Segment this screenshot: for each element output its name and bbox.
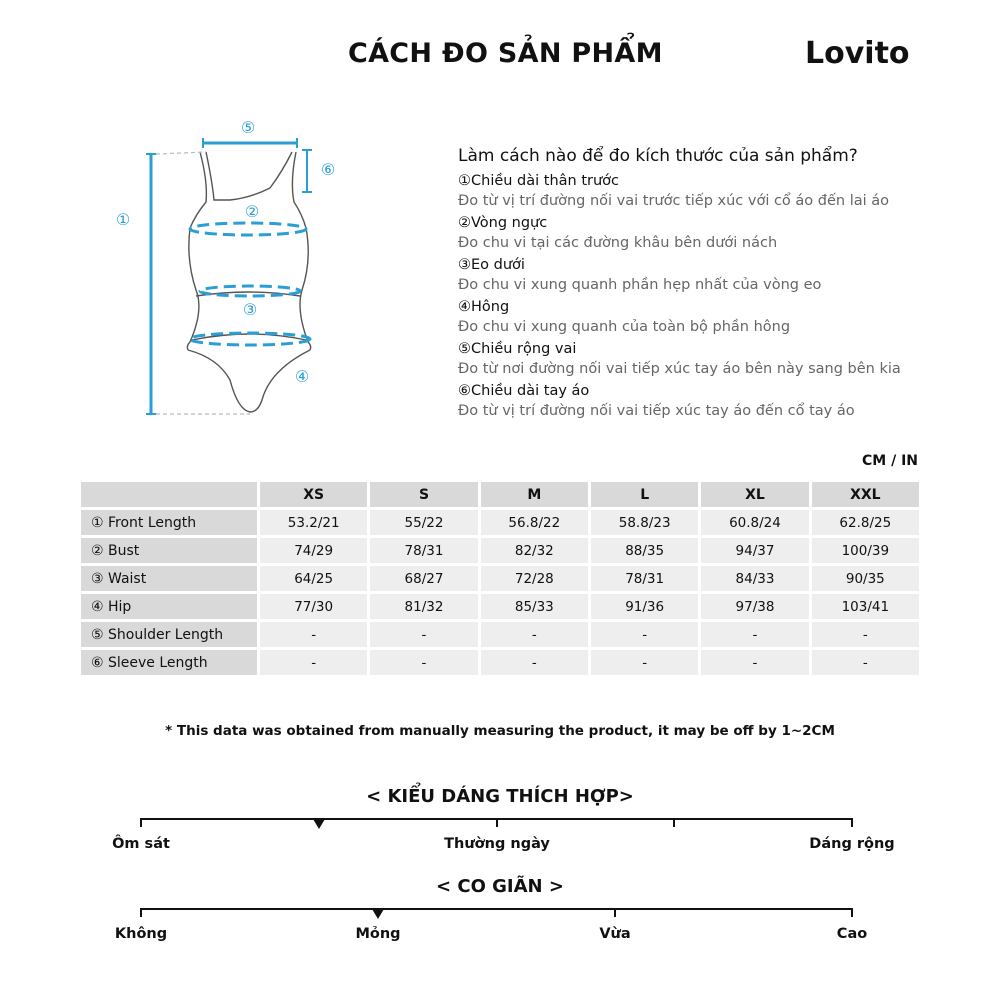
measurement-note: * This data was obtained from manually measuring the product, it may be off by 1~2CM xyxy=(165,723,835,739)
guide-item xyxy=(458,256,978,295)
stretch-scale-label: Không xyxy=(114,926,168,942)
table-row xyxy=(81,538,919,563)
fit-scale-title: < KIỂU DÁNG THÍCH HỢP> xyxy=(366,786,634,807)
marker-front-length: ① xyxy=(115,210,131,229)
stretch-scale-tick xyxy=(851,908,853,917)
stretch-scale-line xyxy=(141,908,852,910)
guide-item-desc: Đo từ nơi đường nối vai tiếp xúc tay áo bên này sang bên kia xyxy=(458,361,901,377)
table-cell: 77/30 xyxy=(260,594,367,619)
table-cell: 82/32 xyxy=(481,538,588,563)
table-row xyxy=(81,566,919,591)
table-cell: - xyxy=(260,622,367,647)
size-header: XS xyxy=(260,482,367,507)
table-cell: 78/31 xyxy=(591,566,698,591)
brand-logo: Lovito xyxy=(805,36,910,71)
table-cell: 90/35 xyxy=(812,566,919,591)
table-cell: - xyxy=(812,622,919,647)
table-cell: 88/35 xyxy=(591,538,698,563)
table-cell: 100/39 xyxy=(812,538,919,563)
guide-question: Làm cách nào để đo kích thước của sản phẩm? xyxy=(458,146,858,166)
guide-item-desc: Đo chu vi xung quanh của toàn bộ phần hông xyxy=(458,319,791,335)
table-cell: - xyxy=(701,622,808,647)
fit-scale-marker xyxy=(313,819,325,829)
table-cell: - xyxy=(481,650,588,675)
table-cell: 58.8/23 xyxy=(591,510,698,535)
guide-item-desc: Đo chu vi tại các đường khâu bên dưới nách xyxy=(458,235,778,251)
size-header: M xyxy=(481,482,588,507)
table-cell: - xyxy=(701,650,808,675)
table-cell: - xyxy=(591,622,698,647)
table-cell: - xyxy=(481,622,588,647)
fit-scale-tick xyxy=(851,818,853,827)
swimsuit-diagram xyxy=(100,110,360,430)
row-label: ① Front Length xyxy=(81,510,257,535)
table-cell: 72/28 xyxy=(481,566,588,591)
table-cell: 74/29 xyxy=(260,538,367,563)
hip-line xyxy=(190,333,310,345)
table-cell: 62.8/25 xyxy=(812,510,919,535)
table-cell: 91/36 xyxy=(591,594,698,619)
measurement-lines xyxy=(146,138,312,414)
table-cell: 53.2/21 xyxy=(260,510,367,535)
guide-item xyxy=(458,382,978,421)
table-cell: 56.8/22 xyxy=(481,510,588,535)
table-cell: - xyxy=(370,650,477,675)
table-cell: 68/27 xyxy=(370,566,477,591)
guide-item-desc: Đo chu vi xung quanh phần hẹp nhất của vòng eo xyxy=(458,277,822,293)
size-header: L xyxy=(591,482,698,507)
fit-scale-tick xyxy=(496,818,498,827)
size-table xyxy=(78,479,922,678)
guide-item xyxy=(458,214,978,253)
guide-item xyxy=(458,298,978,337)
stretch-scale-label: Vừa xyxy=(599,926,631,942)
guide-item-desc: Đo từ vị trí đường nối vai tiếp xúc tay áo đến cổ tay áo xyxy=(458,403,855,419)
marker-hip: ④ xyxy=(294,367,310,386)
table-corner xyxy=(81,482,257,507)
table-row xyxy=(81,622,919,647)
swimsuit-outline xyxy=(187,152,310,412)
table-cell: 103/41 xyxy=(812,594,919,619)
table-cell: - xyxy=(370,622,477,647)
stretch-scale-marker xyxy=(372,909,384,919)
size-header: XL xyxy=(701,482,808,507)
guide-item xyxy=(458,172,978,211)
marker-waist: ③ xyxy=(242,300,258,319)
table-cell: 55/22 xyxy=(370,510,477,535)
guide-item-desc: Đo từ vị trí đường nối vai trước tiếp xúc với cổ áo đến lai áo xyxy=(458,193,890,209)
table-cell: 85/33 xyxy=(481,594,588,619)
guide-item-title: ⑥Chiều dài tay áo xyxy=(458,383,590,399)
table-cell: 60.8/24 xyxy=(701,510,808,535)
table-cell: 84/33 xyxy=(701,566,808,591)
row-label: ② Bust xyxy=(81,538,257,563)
table-cell: - xyxy=(812,650,919,675)
table-header-row xyxy=(81,482,919,507)
table-cell: - xyxy=(591,650,698,675)
fit-scale-tick xyxy=(673,818,675,827)
table-row xyxy=(81,510,919,535)
guide-item-title: ⑤Chiều rộng vai xyxy=(458,341,577,357)
stretch-scale-label: Mỏng xyxy=(355,926,401,942)
table-cell: 78/31 xyxy=(370,538,477,563)
marker-sleeve: ⑥ xyxy=(320,160,336,179)
page-title: CÁCH ĐO SẢN PHẨM xyxy=(348,38,663,69)
table-cell: - xyxy=(260,650,367,675)
table-row xyxy=(81,650,919,675)
guide-item-title: ②Vòng ngực xyxy=(458,215,548,231)
row-label: ④ Hip xyxy=(81,594,257,619)
guide-item-title: ④Hông xyxy=(458,299,510,315)
row-label: ⑥ Sleeve Length xyxy=(81,650,257,675)
stretch-scale-label: Cao xyxy=(836,926,868,942)
row-label: ③ Waist xyxy=(81,566,257,591)
units-label: CM / IN xyxy=(862,453,918,469)
stretch-scale-tick xyxy=(614,908,616,917)
measuring-guide xyxy=(458,146,978,421)
table-cell: 64/25 xyxy=(260,566,367,591)
marker-shoulder: ⑤ xyxy=(240,118,256,137)
marker-bust: ② xyxy=(244,202,260,221)
size-header: XXL xyxy=(812,482,919,507)
stretch-scale-title: < CO GIÃN > xyxy=(436,876,564,897)
table-cell: 81/32 xyxy=(370,594,477,619)
bust-line xyxy=(190,223,306,235)
size-header: S xyxy=(370,482,477,507)
fit-scale-tick xyxy=(140,818,142,827)
fit-scale-label: Thường ngày xyxy=(444,836,550,852)
guide-item-title: ③Eo dưới xyxy=(458,257,525,273)
table-cell: 97/38 xyxy=(701,594,808,619)
table-row xyxy=(81,594,919,619)
guide-item-title: ①Chiều dài thân trước xyxy=(458,173,620,189)
table-cell: 94/37 xyxy=(701,538,808,563)
guide-item xyxy=(458,340,978,379)
fit-scale-label: Ôm sát xyxy=(112,836,170,852)
fit-scale-label: Dáng rộng xyxy=(809,836,895,852)
row-label: ⑤ Shoulder Length xyxy=(81,622,257,647)
stretch-scale-tick xyxy=(140,908,142,917)
